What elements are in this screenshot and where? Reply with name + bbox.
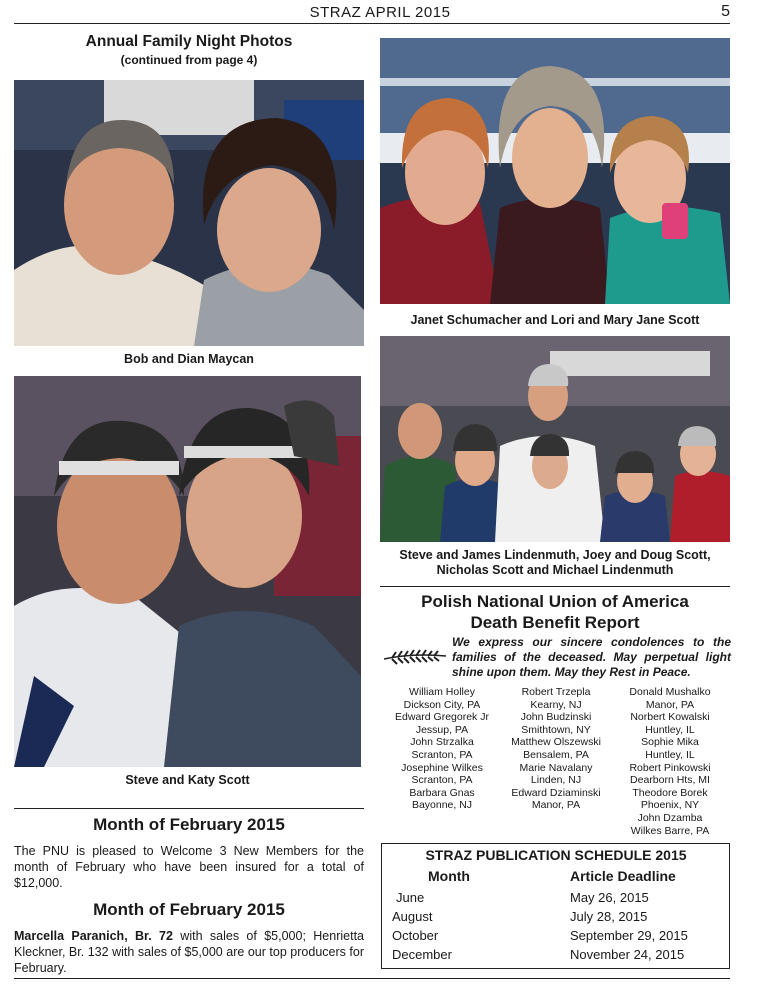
death-benefit-title-line1: Polish National Union of America	[421, 592, 689, 611]
deceased-line: Robert Trzepla	[521, 686, 591, 698]
schedule-month: October	[392, 928, 439, 943]
deceased-line: Norbert Kowalski	[630, 711, 710, 724]
deceased-line: John Strzalka	[410, 736, 474, 749]
schedule-month: June	[396, 890, 425, 905]
deceased-line: Scranton, PA	[411, 748, 473, 761]
schedule-month: December	[392, 947, 452, 962]
deceased-column-2	[497, 686, 615, 812]
condolence-text: We express our sincere condolences to the families of the deceased. May perpetual light shine upon them. May they Rest in Peace.	[452, 635, 731, 679]
footer-rule	[14, 978, 730, 979]
death-benefit-title-line2: Death Benefit Report	[470, 613, 640, 632]
deceased-line: William Holley	[409, 686, 475, 698]
death-benefit-rule	[380, 586, 730, 587]
deceased-line: Josephine Wilkes	[401, 761, 483, 774]
top-producers-rest: with sales of $5,000; Henrietta Kleckner, Br. 132 with sales of $5,000 are our top producers for February.	[14, 929, 364, 975]
deceased-line: Dickson City, PA	[403, 698, 481, 711]
deceased-line: Jessup, PA	[415, 723, 469, 736]
caption-photo1: Bob and Dian Maycan	[124, 352, 254, 366]
deceased-line: Matthew Olszewski	[511, 736, 601, 749]
palm-branch-icon	[382, 647, 448, 667]
deceased-line: Marie Navalany	[519, 761, 593, 774]
deceased-line: Barbara Gnas	[409, 786, 475, 799]
deceased-column-3	[611, 686, 729, 837]
new-members-title: Month of February 2015	[93, 815, 285, 834]
page-number: 5	[721, 3, 730, 20]
deceased-line: Kearny, NJ	[530, 698, 582, 711]
deceased-line: Wilkes Barre, PA	[630, 824, 710, 837]
deceased-line: Smithtown, NY	[521, 723, 591, 736]
deceased-line: Bensalem, PA	[523, 748, 589, 761]
deceased-line: Edward Dziaminski	[511, 786, 601, 799]
caption-photo2: Janet Schumacher and Lori and Mary Jane Scott	[410, 313, 700, 327]
deceased-line: Phoenix, NY	[640, 799, 700, 812]
deceased-line: Scranton, PA	[411, 774, 473, 787]
deceased-column-1	[383, 686, 501, 812]
deceased-line: Theodore Borek	[632, 786, 708, 799]
deceased-line: John Dzamba	[637, 811, 703, 824]
photo-lindenmuth-scott-group	[380, 336, 730, 542]
schedule-deadline: November 24, 2015	[570, 947, 685, 962]
deceased-line: Bayonne, NJ	[411, 799, 473, 812]
deceased-line: John Budzinski	[520, 711, 592, 724]
photo-janet-lori-mary-jane	[380, 38, 730, 304]
deceased-line: Manor, PA	[645, 698, 695, 711]
caption-photo3-line2: Nicholas Scott and Michael Lindenmuth	[436, 563, 674, 577]
newsletter-header: STRAZ APRIL 2015	[309, 4, 451, 21]
new-members-text: The PNU is pleased to Welcome 3 New Members for the month of February who have been insured for a total of $12,000.	[14, 844, 364, 890]
schedule-month: August	[392, 909, 433, 924]
schedule-col-month: Month	[428, 868, 470, 884]
photo-steve-and-katy	[14, 376, 361, 767]
deceased-line: Sophie Mika	[641, 736, 699, 749]
deceased-line: Edward Gregorek Jr	[395, 711, 489, 724]
deceased-line: Manor, PA	[531, 799, 581, 812]
schedule-deadline: July 28, 2015	[570, 909, 648, 924]
family-night-subtitle: (continued from page 4)	[120, 53, 258, 67]
caption-photo3-line1: Steve and James Lindenmuth, Joey and Doug Scott,	[399, 548, 711, 562]
photo-bob-and-dian	[14, 80, 364, 346]
deceased-line: Robert Pinkowski	[629, 761, 711, 774]
family-night-title: Annual Family Night Photos	[85, 33, 293, 50]
deceased-line: Linden, NJ	[530, 774, 582, 787]
caption-photo4: Steve and Katy Scott	[125, 773, 250, 787]
top-producers-text	[14, 928, 364, 976]
top-producers-title: Month of February 2015	[93, 900, 285, 919]
header-rule	[14, 23, 730, 24]
schedule-title: STRAZ PUBLICATION SCHEDULE 2015	[425, 847, 687, 863]
new-members-rule	[14, 808, 364, 809]
deceased-line: Huntley, IL	[645, 748, 695, 761]
deceased-line: Donald Mushalko	[629, 686, 711, 698]
schedule-deadline: May 26, 2015	[570, 890, 649, 905]
deceased-line: Huntley, IL	[645, 723, 695, 736]
deceased-line: Dearborn Hts, MI	[630, 774, 710, 787]
top-producer-name: Marcella Paranich, Br. 72	[14, 929, 173, 943]
schedule-deadline: September 29, 2015	[570, 928, 688, 943]
schedule-col-deadline: Article Deadline	[570, 868, 676, 884]
